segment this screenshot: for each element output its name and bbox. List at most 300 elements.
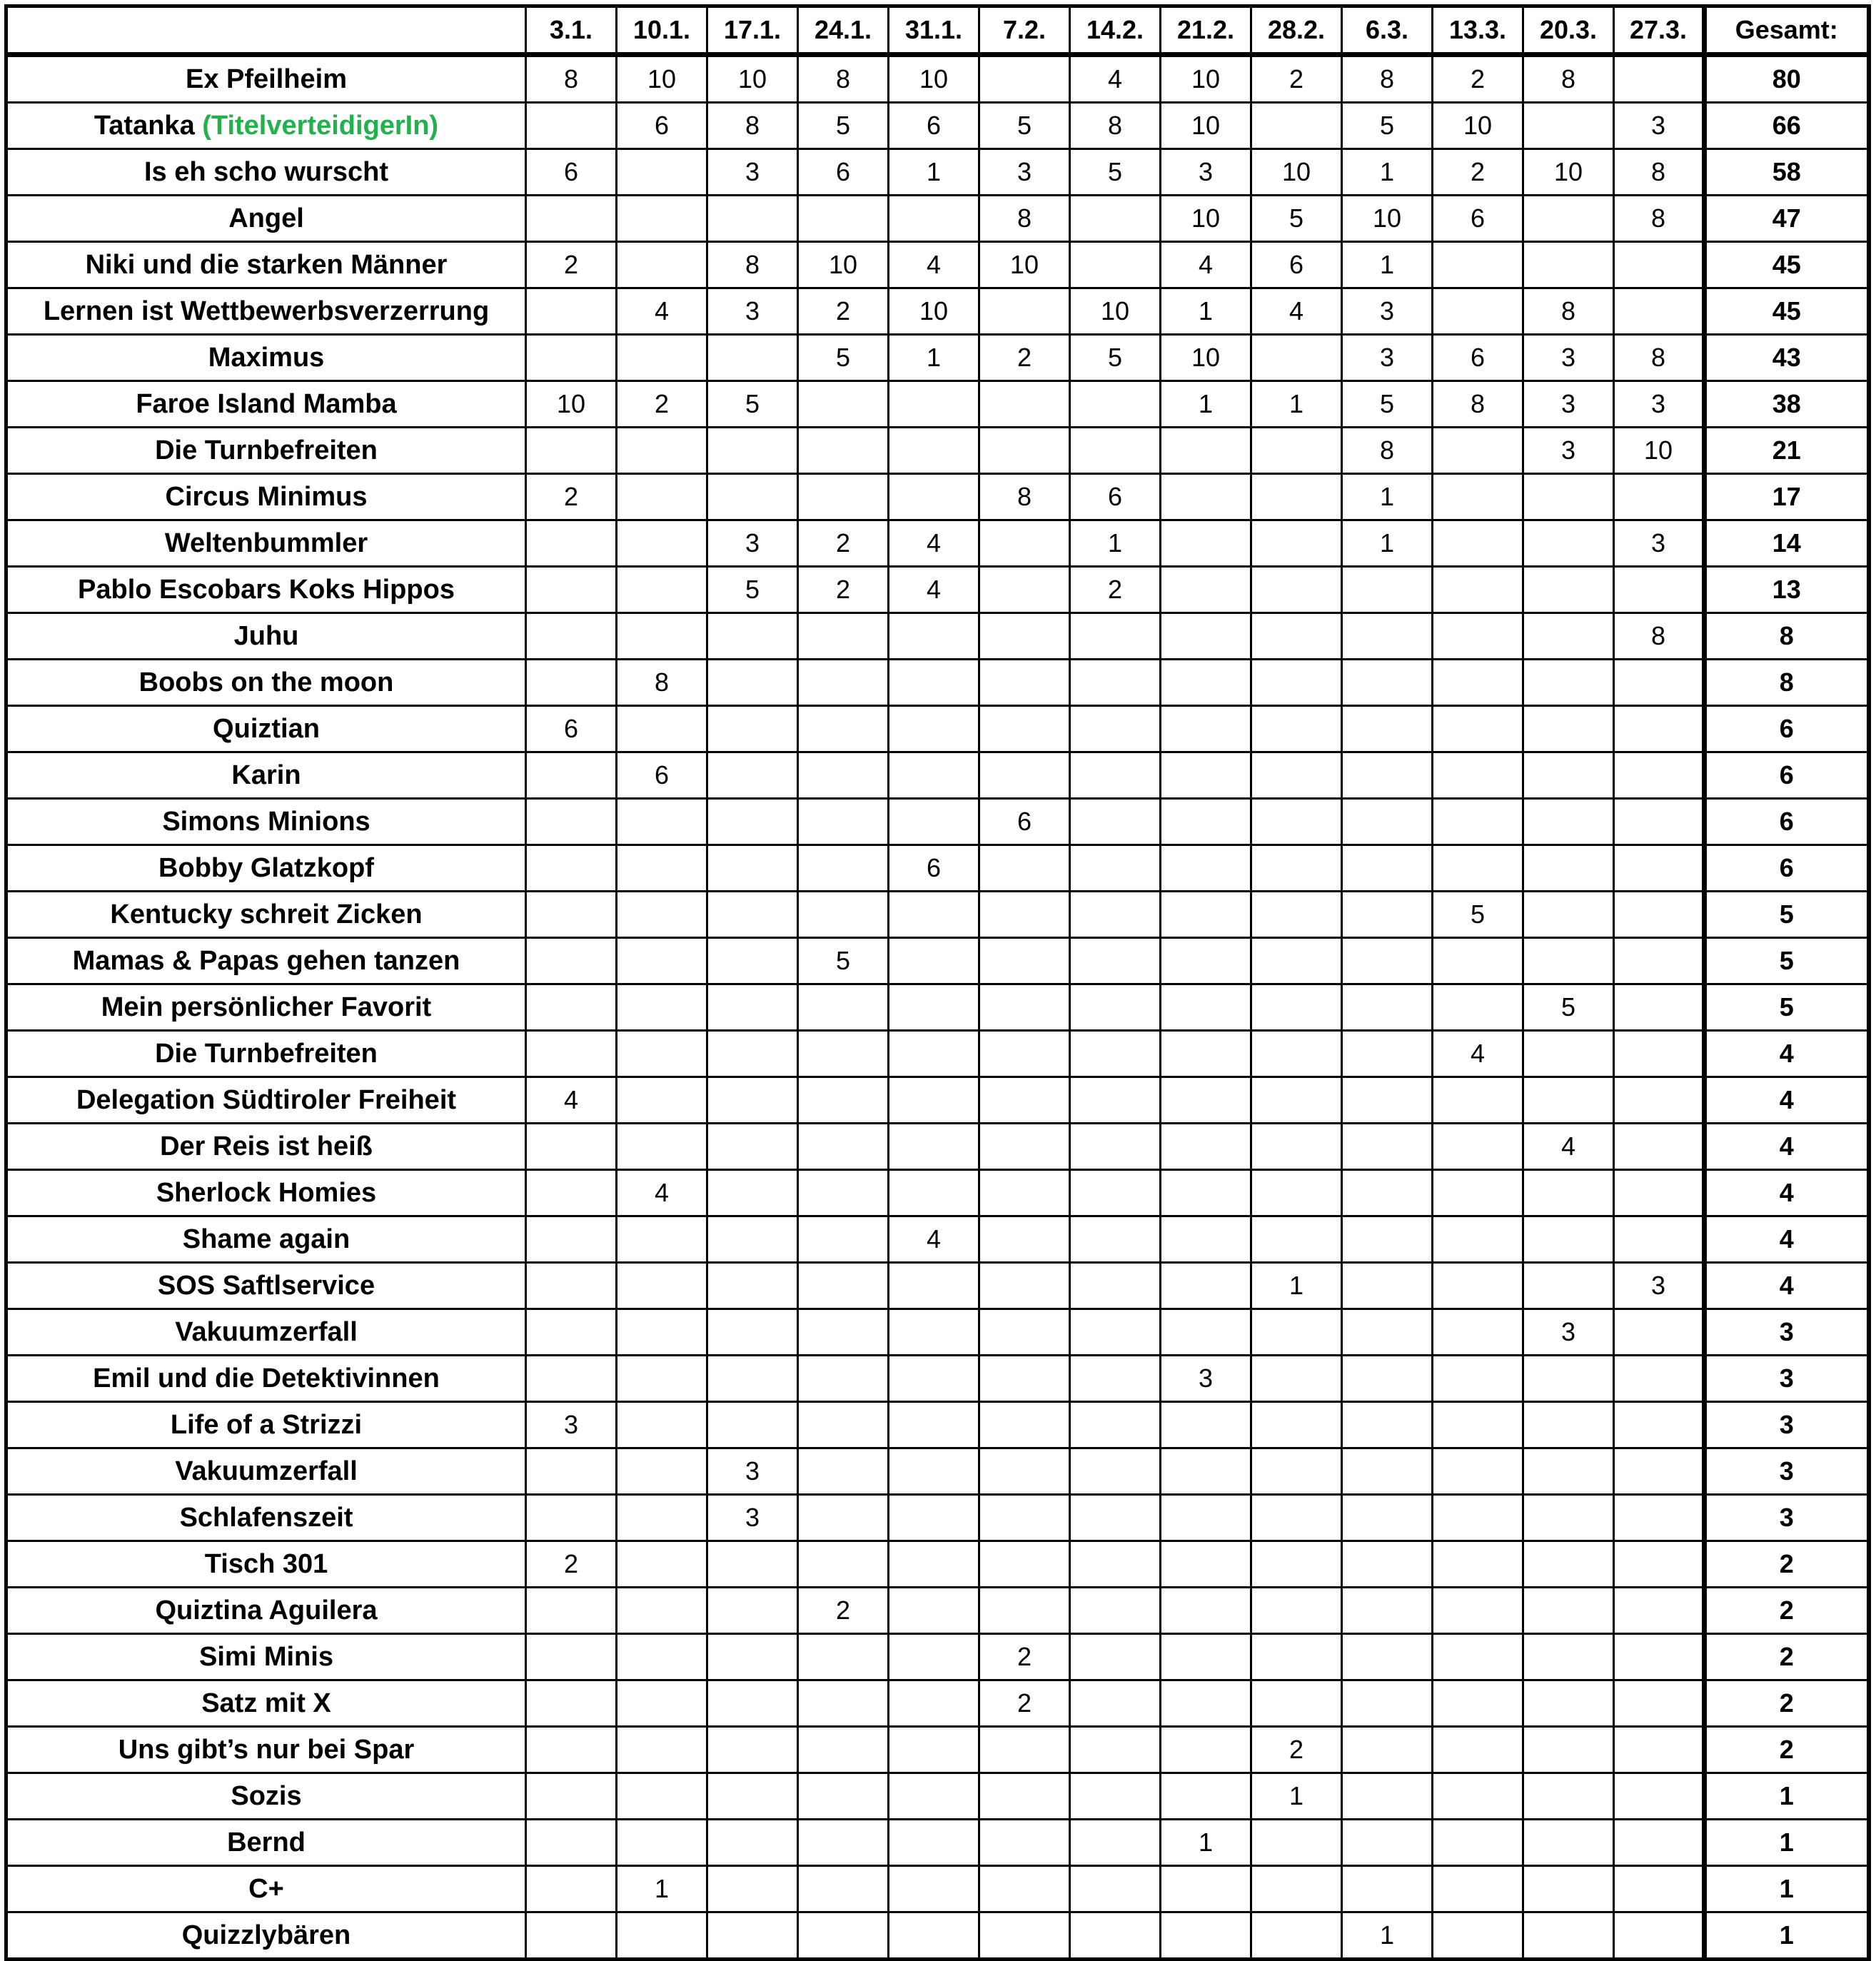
total-cell: 17 [1705, 474, 1869, 520]
team-name-cell [6, 567, 526, 613]
score-cell [1523, 1216, 1614, 1263]
score-cell [1523, 1077, 1614, 1124]
score-cell [1161, 1588, 1251, 1634]
score-cell [1433, 1216, 1523, 1263]
score-cell [1523, 1031, 1614, 1077]
total-cell: 3 [1705, 1309, 1869, 1356]
score-cell [1161, 984, 1251, 1031]
score-cell [1433, 288, 1523, 335]
score-cell [798, 1680, 889, 1727]
table-row [6, 613, 1869, 660]
score-cell [979, 1448, 1070, 1495]
score-cell [1342, 1588, 1433, 1634]
score-cell: 10 [1070, 288, 1161, 335]
score-cell [526, 613, 617, 660]
score-cell [1433, 1588, 1523, 1634]
score-cell [1070, 1216, 1161, 1263]
score-cell [979, 660, 1070, 706]
team-name: Uns gibt’s nur bei Spar [118, 1734, 415, 1765]
table-row [6, 892, 1869, 938]
team-name-cell [6, 1170, 526, 1216]
score-cell: 4 [617, 1170, 707, 1216]
score-cell: 4 [1161, 242, 1251, 288]
total-cell: 43 [1705, 335, 1869, 381]
score-cell [798, 381, 889, 428]
score-cell [1433, 1495, 1523, 1541]
table-row [6, 1912, 1869, 1960]
score-cell: 6 [979, 799, 1070, 845]
score-cell: 1 [1161, 381, 1251, 428]
score-cell [798, 1727, 889, 1773]
score-cell [1251, 613, 1342, 660]
score-cell [1523, 1866, 1614, 1912]
score-cell [707, 1077, 798, 1124]
team-name-cell [6, 1448, 526, 1495]
score-cell: 2 [526, 474, 617, 520]
score-cell [979, 752, 1070, 799]
team-name: Simi Minis [199, 1641, 333, 1672]
score-cell: 3 [1614, 381, 1705, 428]
score-cell [1342, 1820, 1433, 1866]
score-cell [1342, 613, 1433, 660]
score-cell [617, 1820, 707, 1866]
score-cell [1161, 752, 1251, 799]
score-cell [798, 984, 889, 1031]
score-cell [707, 799, 798, 845]
score-cell [979, 288, 1070, 335]
table-row [6, 1866, 1869, 1912]
score-cell [1161, 1077, 1251, 1124]
score-cell: 8 [1342, 428, 1433, 474]
team-name-cell [6, 1912, 526, 1960]
score-cell [526, 103, 617, 149]
score-cell [707, 1263, 798, 1309]
score-cell [707, 1170, 798, 1216]
score-cell: 1 [1251, 1773, 1342, 1820]
score-cell [526, 1680, 617, 1727]
total-cell: 1 [1705, 1912, 1869, 1960]
score-cell [1251, 799, 1342, 845]
score-cell [1433, 474, 1523, 520]
table-row [6, 567, 1869, 613]
score-cell [1070, 1820, 1161, 1866]
score-cell [979, 1263, 1070, 1309]
score-cell [526, 1309, 617, 1356]
score-cell [1070, 1727, 1161, 1773]
score-cell [617, 938, 707, 984]
score-table [4, 4, 1871, 1961]
score-cell [798, 1216, 889, 1263]
score-cell: 5 [1070, 335, 1161, 381]
score-cell [1433, 567, 1523, 613]
score-cell [979, 1866, 1070, 1912]
total-cell: 8 [1705, 660, 1869, 706]
score-cell: 3 [1614, 103, 1705, 149]
score-cell [889, 1588, 979, 1634]
score-cell: 1 [1251, 1263, 1342, 1309]
score-cell [1614, 1912, 1705, 1960]
score-cell [707, 428, 798, 474]
score-cell [526, 1588, 617, 1634]
score-cell: 1 [1342, 242, 1433, 288]
score-cell [526, 1031, 617, 1077]
score-cell [979, 428, 1070, 474]
score-cell: 1 [617, 1866, 707, 1912]
score-cell [1342, 1680, 1433, 1727]
score-cell [1251, 892, 1342, 938]
team-name: Satz mit X [201, 1688, 331, 1718]
score-cell [617, 1588, 707, 1634]
header-date: 7.2. [979, 6, 1070, 55]
score-cell [617, 1680, 707, 1727]
score-cell [617, 1912, 707, 1960]
score-cell [1523, 1820, 1614, 1866]
score-cell [1070, 1634, 1161, 1680]
score-cell [1070, 845, 1161, 892]
score-cell [889, 984, 979, 1031]
score-cell [617, 428, 707, 474]
score-cell [889, 1124, 979, 1170]
score-cell [979, 1309, 1070, 1356]
score-cell [798, 752, 889, 799]
score-cell [526, 1866, 617, 1912]
score-cell [1342, 1773, 1433, 1820]
header-date: 10.1. [617, 6, 707, 55]
total-cell: 5 [1705, 892, 1869, 938]
score-cell: 6 [617, 103, 707, 149]
score-cell [798, 660, 889, 706]
header-date: 21.2. [1161, 6, 1251, 55]
score-cell [526, 938, 617, 984]
score-cell [526, 520, 617, 567]
team-name: Sozis [231, 1780, 302, 1811]
score-cell: 6 [1433, 196, 1523, 242]
score-cell [1342, 845, 1433, 892]
score-cell: 2 [979, 335, 1070, 381]
total-cell: 80 [1705, 55, 1869, 103]
score-cell: 4 [1070, 55, 1161, 103]
team-name-cell [6, 1309, 526, 1356]
score-cell [1614, 1680, 1705, 1727]
score-cell: 4 [1251, 288, 1342, 335]
team-name-cell [6, 660, 526, 706]
total-cell: 2 [1705, 1680, 1869, 1727]
score-cell [1251, 520, 1342, 567]
score-cell [798, 428, 889, 474]
score-cell [526, 752, 617, 799]
table-row [6, 1356, 1869, 1402]
score-cell [1251, 1448, 1342, 1495]
score-cell [617, 1031, 707, 1077]
score-cell [1342, 752, 1433, 799]
score-cell [1614, 1448, 1705, 1495]
score-cell [526, 892, 617, 938]
score-cell [1614, 1031, 1705, 1077]
score-cell [1251, 1031, 1342, 1077]
team-name-cell [6, 938, 526, 984]
score-cell [1070, 1773, 1161, 1820]
score-cell: 2 [1251, 55, 1342, 103]
score-cell [1342, 1866, 1433, 1912]
table-row [6, 103, 1869, 149]
score-cell: 10 [1614, 428, 1705, 474]
team-name-cell [6, 845, 526, 892]
team-name-cell [6, 1773, 526, 1820]
score-cell [707, 1634, 798, 1680]
table-row [6, 706, 1869, 752]
total-cell: 8 [1705, 613, 1869, 660]
score-cell: 3 [1614, 520, 1705, 567]
score-cell: 5 [979, 103, 1070, 149]
score-cell: 3 [1523, 428, 1614, 474]
score-cell: 5 [798, 335, 889, 381]
score-cell: 5 [1342, 103, 1433, 149]
team-name-cell [6, 706, 526, 752]
score-cell [798, 1263, 889, 1309]
score-cell: 3 [1523, 1309, 1614, 1356]
score-cell: 8 [1342, 55, 1433, 103]
score-cell [617, 474, 707, 520]
team-note: (TitelverteidigerIn) [202, 110, 439, 141]
score-cell [979, 1912, 1070, 1960]
team-name: Quiztian [213, 713, 320, 744]
score-cell: 8 [979, 196, 1070, 242]
header-total: Gesamt: [1705, 6, 1869, 55]
score-cell [1251, 567, 1342, 613]
score-cell [1614, 55, 1705, 103]
score-cell: 1 [1070, 520, 1161, 567]
score-cell: 4 [889, 520, 979, 567]
score-cell [1433, 1263, 1523, 1309]
score-cell [889, 938, 979, 984]
team-name: Mamas & Papas gehen tanzen [72, 945, 460, 976]
score-cell: 6 [1251, 242, 1342, 288]
score-cell: 6 [889, 103, 979, 149]
scoreboard [4, 4, 1871, 1961]
table-row [6, 1495, 1869, 1541]
score-cell [1433, 660, 1523, 706]
score-cell [1251, 1912, 1342, 1960]
table-row [6, 196, 1869, 242]
score-cell: 3 [1161, 1356, 1251, 1402]
table-row [6, 335, 1869, 381]
score-cell [889, 1309, 979, 1356]
total-cell: 5 [1705, 938, 1869, 984]
score-cell [798, 474, 889, 520]
score-cell: 3 [707, 520, 798, 567]
score-cell [1342, 1216, 1433, 1263]
score-cell [707, 1773, 798, 1820]
score-cell: 8 [1614, 196, 1705, 242]
score-cell [707, 1402, 798, 1448]
team-name-cell [6, 1124, 526, 1170]
table-body [6, 55, 1869, 1960]
score-cell [1614, 474, 1705, 520]
score-cell: 6 [1433, 335, 1523, 381]
score-cell: 6 [526, 149, 617, 196]
score-cell [1251, 103, 1342, 149]
score-cell [526, 1495, 617, 1541]
total-cell: 6 [1705, 845, 1869, 892]
score-cell [979, 1356, 1070, 1402]
score-cell [1161, 1541, 1251, 1588]
score-cell [1070, 752, 1161, 799]
score-cell [1251, 1588, 1342, 1634]
score-cell [1523, 799, 1614, 845]
score-cell [1433, 1356, 1523, 1402]
team-name: Tisch 301 [204, 1548, 328, 1579]
team-name: Die Turnbefreiten [155, 1038, 378, 1069]
score-cell [979, 1773, 1070, 1820]
score-cell [1433, 428, 1523, 474]
score-cell: 3 [979, 149, 1070, 196]
score-cell [1614, 1356, 1705, 1402]
team-name-cell [6, 1216, 526, 1263]
score-cell [1614, 1124, 1705, 1170]
score-cell [1070, 1402, 1161, 1448]
score-cell [617, 1263, 707, 1309]
score-cell: 5 [707, 567, 798, 613]
table-row [6, 1077, 1869, 1124]
score-cell [1433, 1727, 1523, 1773]
total-cell: 1 [1705, 1866, 1869, 1912]
score-cell: 5 [1251, 196, 1342, 242]
total-cell: 6 [1705, 799, 1869, 845]
score-cell [798, 1309, 889, 1356]
score-cell [798, 1495, 889, 1541]
table-row [6, 1402, 1869, 1448]
score-cell [979, 892, 1070, 938]
score-cell: 8 [1523, 55, 1614, 103]
score-cell [1614, 1216, 1705, 1263]
team-name: Quizzlybären [181, 1920, 351, 1950]
score-cell [1070, 1541, 1161, 1588]
table-row [6, 1216, 1869, 1263]
score-cell [889, 474, 979, 520]
score-cell [1614, 1170, 1705, 1216]
team-name-cell [6, 520, 526, 567]
score-cell: 8 [1523, 288, 1614, 335]
header-team-blank [6, 6, 526, 55]
score-cell [707, 845, 798, 892]
score-cell [1433, 1170, 1523, 1216]
team-name-cell [6, 335, 526, 381]
score-cell [707, 1680, 798, 1727]
total-cell: 66 [1705, 103, 1869, 149]
table-row [6, 845, 1869, 892]
score-cell [617, 1077, 707, 1124]
score-cell [1614, 752, 1705, 799]
score-cell: 2 [798, 288, 889, 335]
team-name: Mein persönlicher Favorit [101, 992, 432, 1022]
score-cell [1342, 1356, 1433, 1402]
score-cell: 8 [1614, 613, 1705, 660]
score-cell [979, 845, 1070, 892]
score-cell [526, 428, 617, 474]
score-cell [889, 428, 979, 474]
team-name: Life of a Strizzi [170, 1409, 363, 1440]
score-cell [1614, 1866, 1705, 1912]
score-cell: 5 [798, 103, 889, 149]
team-name: C+ [248, 1873, 284, 1904]
score-cell [1070, 1124, 1161, 1170]
score-cell [889, 892, 979, 938]
score-cell [1251, 845, 1342, 892]
table-row [6, 1588, 1869, 1634]
score-cell: 10 [1523, 149, 1614, 196]
score-cell [707, 938, 798, 984]
score-cell [889, 381, 979, 428]
header-date: 6.3. [1342, 6, 1433, 55]
total-cell: 45 [1705, 288, 1869, 335]
score-cell: 10 [979, 242, 1070, 288]
score-cell [707, 706, 798, 752]
score-cell [1433, 1309, 1523, 1356]
score-cell [798, 1448, 889, 1495]
score-cell [1161, 1031, 1251, 1077]
score-cell: 10 [1433, 103, 1523, 149]
score-cell [526, 1773, 617, 1820]
score-cell [798, 1541, 889, 1588]
score-cell [617, 706, 707, 752]
score-cell: 10 [889, 55, 979, 103]
score-cell [1070, 381, 1161, 428]
score-cell: 6 [798, 149, 889, 196]
score-cell: 3 [1342, 288, 1433, 335]
score-cell: 10 [1342, 196, 1433, 242]
score-cell [798, 1031, 889, 1077]
score-cell [1523, 1356, 1614, 1402]
score-cell: 8 [979, 474, 1070, 520]
team-name-cell [6, 752, 526, 799]
score-cell [1433, 613, 1523, 660]
score-cell [1161, 1216, 1251, 1263]
score-cell [1070, 1309, 1161, 1356]
score-cell [1161, 706, 1251, 752]
score-cell: 8 [1614, 335, 1705, 381]
score-cell [617, 149, 707, 196]
score-cell [617, 335, 707, 381]
total-cell: 13 [1705, 567, 1869, 613]
team-name: Vakuumzerfall [175, 1316, 358, 1347]
score-cell [617, 1356, 707, 1402]
score-cell: 6 [1070, 474, 1161, 520]
score-cell [979, 1588, 1070, 1634]
score-cell [979, 1170, 1070, 1216]
score-cell [1070, 196, 1161, 242]
score-cell [1523, 196, 1614, 242]
score-cell [1342, 1170, 1433, 1216]
score-cell [979, 381, 1070, 428]
table-row [6, 1541, 1869, 1588]
score-cell: 3 [1523, 381, 1614, 428]
score-cell [979, 938, 1070, 984]
score-cell [1614, 799, 1705, 845]
score-cell [798, 1356, 889, 1402]
score-cell [889, 660, 979, 706]
score-cell [707, 660, 798, 706]
team-name: Weltenbummler [164, 528, 368, 558]
score-cell [1614, 567, 1705, 613]
score-cell [1251, 660, 1342, 706]
score-cell [889, 1263, 979, 1309]
score-cell [979, 1216, 1070, 1263]
score-cell: 8 [798, 55, 889, 103]
score-cell [526, 1912, 617, 1960]
score-cell [889, 1727, 979, 1773]
score-cell [1070, 984, 1161, 1031]
score-cell [526, 799, 617, 845]
